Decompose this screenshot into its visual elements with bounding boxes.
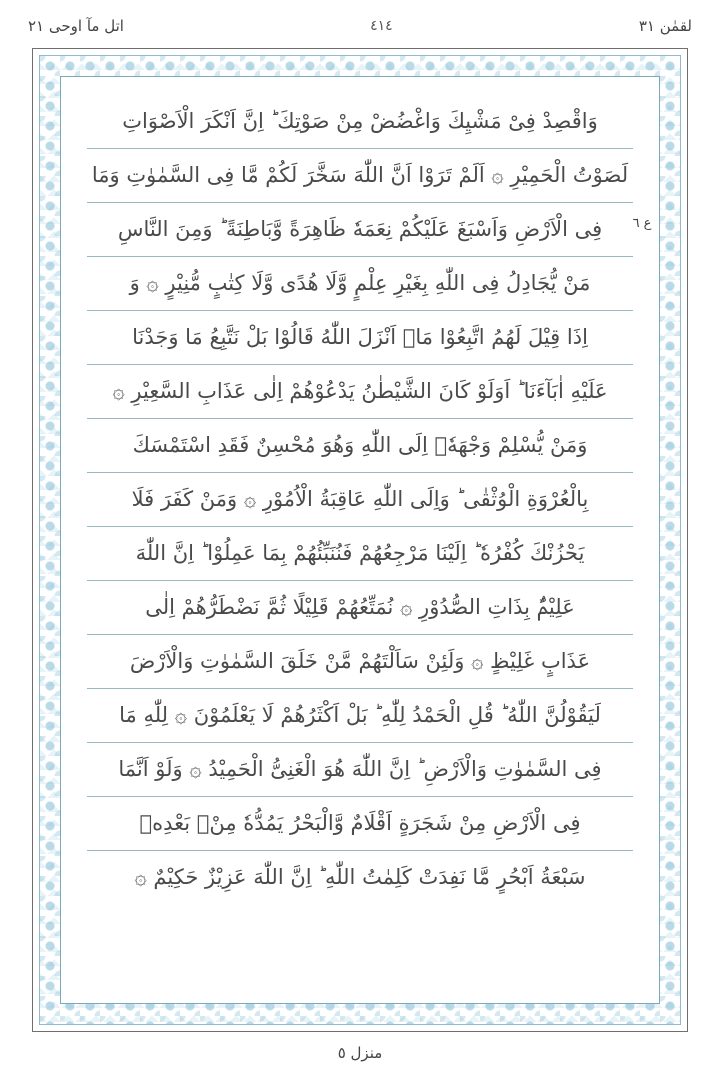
ayah-line-text: اِذَا قِيْلَ لَهُمُ اتَّبِعُوْا مَاۤ اَنْزَلَ اللّٰهُ قَالُوْا بَلْ نَتَّبِعُ مَا وَجَدْنَا [132, 325, 588, 350]
page-frame-ornamental-band [39, 55, 681, 1025]
page-frame-outer [32, 48, 688, 1032]
ayah-line-text: سَبْعَةُ اَبْحُرٍ مَّا نَفِدَتْ كَلِمٰتُ اللّٰهِ ؕ اِنَّ اللّٰهَ عَزِيْزٌ حَكِيْمٌ ۞ [134, 865, 586, 890]
ayah-line-text: فِى الْاَرْضِ وَاَسْبَغَ عَلَيْكُمْ نِعَمَهٗ ظَاهِرَةً وَّبَاطِنَةً ؕ وَمِنَ النَّاسِ [117, 217, 603, 242]
page-header [0, 14, 720, 38]
ayah-line [87, 743, 633, 797]
header-surah-label: لقمٰن ٣١ [638, 17, 692, 35]
ayah-line [87, 689, 633, 743]
ayah-line [87, 311, 633, 365]
ayah-line-text: عَلَيْهِ اٰبَآءَنَا ؕ اَوَلَوْ كَانَ الشَّيْطٰنُ يَدْعُوْهُمْ اِلٰى عَذَابِ السَّعِيْرِ ۞ [112, 379, 608, 404]
ayah-line-text: فِى الْاَرْضِ مِنْ شَجَرَةٍ اَقْلَامٌ وَّالْبَحْرُ يَمُدُّهٗ مِنْۢ بَعْدِهٖ [139, 811, 581, 836]
ayah-line [87, 581, 633, 635]
ayah-line [87, 473, 633, 527]
ayah-line [87, 527, 633, 581]
ayah-line-text: بِالْعُرْوَةِ الْوُثْقٰى ؕ وَاِلَى اللّٰهِ عَاقِبَةُ الْاُمُوْرِ ۞ وَمَنْ كَفَرَ فَلَا [131, 487, 589, 512]
ayah-line [87, 635, 633, 689]
ayah-line [87, 365, 633, 419]
ayah-line [87, 149, 633, 203]
ayah-line [87, 797, 633, 851]
ayah-line [87, 95, 633, 149]
ayah-line-text: وَمَنْ يُّسْلِمْ وَجْهَهٗۤ اِلَى اللّٰهِ وَهُوَ مُحْسِنٌ فَقَدِ اسْتَمْسَكَ [132, 433, 588, 458]
quran-text-block [61, 77, 659, 914]
page-footer-manzil: منزل ٥ [337, 1044, 383, 1062]
ayah-line [87, 203, 633, 257]
header-juz-label: اتل مآ اوحی ٢١ [28, 17, 124, 35]
ayah-line [87, 851, 633, 904]
ayah-line [87, 257, 633, 311]
page-frame-inner [60, 76, 660, 1004]
ayah-line-text: لَصَوْتُ الْحَمِيْرِ ۞ اَلَمْ تَرَوْا اَنَّ اللّٰهَ سَخَّرَ لَكُمْ مَّا فِى السَّمٰوٰتِ وَمَا [91, 163, 629, 188]
ayah-line-text: وَاقْصِدْ فِىْ مَشْيِكَ وَاغْضُضْ مِنْ صَوْتِكَ ؕ اِنَّ اَنْكَرَ الْاَصْوَاتِ [122, 109, 598, 134]
ayah-line-text: لَيَقُوْلُنَّ اللّٰهُ ؕ قُلِ الْحَمْدُ لِلّٰهِ ؕ بَلْ اَكْثَرُهُمْ لَا يَعْلَمُوْنَ ۞ لِلّٰهِ مَا [119, 703, 601, 728]
ayah-line-text: عَذَابٍ غَلِيْظٍ ۞ وَلَئِنْ سَاَلْتَهُمْ مَّنْ خَلَقَ السَّمٰوٰتِ وَالْاَرْضَ [129, 649, 591, 674]
ruku-marker: ع ٦ [632, 216, 652, 231]
ayah-line-text: مَنْ يُّجَادِلُ فِى اللّٰهِ بِغَيْرِ عِلْمٍ وَّلَا هُدًى وَّلَا كِتٰبٍ مُّنِيْرٍ ۞ وَ [129, 271, 591, 296]
ayah-line-text: فِى السَّمٰوٰتِ وَالْاَرْضِ ؕ اِنَّ اللّٰهَ هُوَ الْغَنِىُّ الْحَمِيْدُ ۞ وَلَوْ اَنَّمَا [118, 757, 602, 782]
ayah-line-text: عَلِيْمٌۢ بِذَاتِ الصُّدُوْرِ ۞ نُمَتِّعُهُمْ قَلِيْلًا ثُمَّ نَضْطَرُّهُمْ اِلٰى [145, 595, 575, 620]
ayah-line-text: يَحْزُنْكَ كُفْرُهٗ ؕ اِلَيْنَا مَرْجِعُهُمْ فَنُنَبِّئُهُمْ بِمَا عَمِلُوْا ؕ اِنَّ اللّٰهَ [135, 541, 585, 566]
header-page-number: ٤١٤ [370, 18, 393, 34]
ayah-line [87, 419, 633, 473]
